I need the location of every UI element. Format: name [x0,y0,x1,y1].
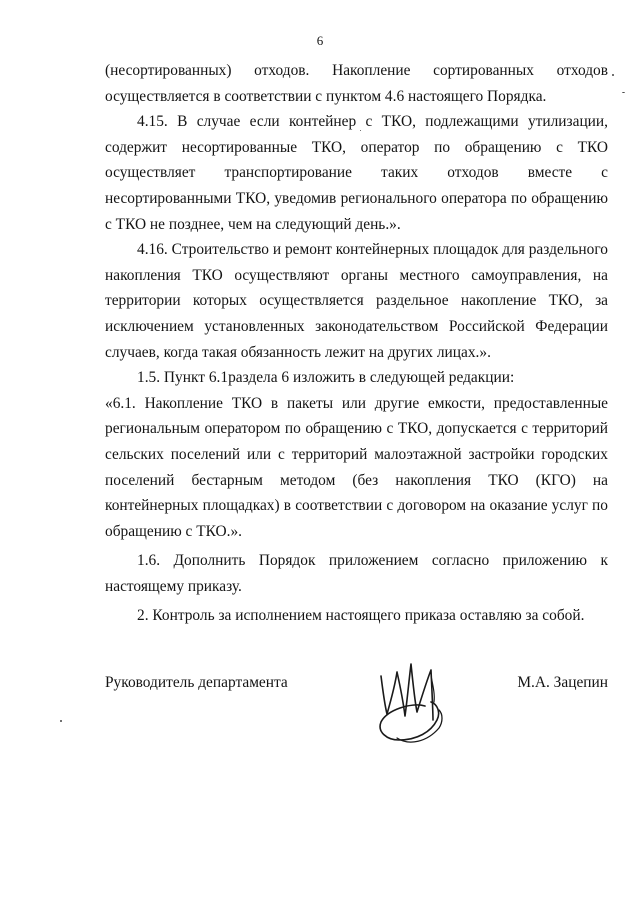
paragraph-1-5: 1.5. Пункт 6.1раздела 6 изложить в следующей редакции: [137,369,515,387]
page-number: 6 [316,33,324,48]
paragraph-4-15: 4.15. В случае если контейнер с ТКО, подлежащими утилизации, содержит несортированные ТКО, оператор по обращению с ТКО осуществляет транспортирование таких отходов вместе с несортированными ТКО, уведомив регионального оператора по обращению с ТКО не позднее, чем на следующий день.». [105,113,608,233]
paragraph-1-6: 1.6. Дополнить Порядок приложением согласно приложению к настоящему приказу. [105,552,608,595]
paragraph-continuation: (несортированных) отходов. Накопление сортированных отходов осуществляется в соответствии с пунктом 4.6 настоящего Порядка. [105,62,608,105]
scan-speck [612,74,614,76]
paragraph-4-16: 4.16. Строительство и ремонт контейнерных площадок для раздельного накопления ТКО осуществляют органы местного самоуправления, на территории которых осуществляется раздельное накопление ТКО, за исключением установленных законодательством Российской Федерации случаев, когда такая обязанность лежит на других лицах.». [105,241,608,361]
signature-block [105,670,608,750]
paragraph-6-1-quote: «6.1. Накопление ТКО в пакеты или другие емкости, предоставленные региональным оператором по обращению с ТКО, допускается с территорий сельских поселений или с территорий малоэтажной застройки городских поселений бестарным методом (без накопления ТКО (КГО) на контейнерных площадках) в соответствии с договором на оказание услуг по обращению с ТКО.». [105,394,608,540]
signatory-title: Руководитель департамента [105,674,288,691]
paragraph-2-control: 2. Контроль за исполнением настоящего приказа оставляю за собой. [137,607,585,625]
signatory-name: М.А. Зацепин [517,674,608,691]
scan-speck [60,720,62,722]
document-body [105,58,608,629]
scan-speck [360,130,361,131]
handwritten-signature-graphic [367,656,457,754]
scan-speck [622,92,625,93]
